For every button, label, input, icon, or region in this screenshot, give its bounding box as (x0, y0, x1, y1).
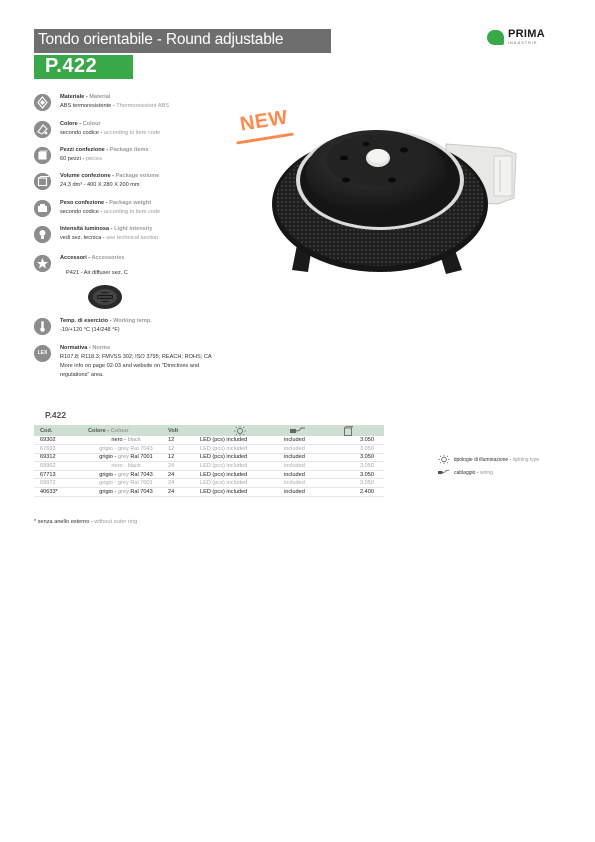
spec-label-en: Package volume (115, 173, 160, 179)
brand-logo-word: PRIMA (508, 28, 545, 40)
colour-icon (34, 121, 51, 138)
row-package: 3.050 (360, 445, 374, 452)
legend-it: cablaggio (454, 470, 476, 476)
row-colour-ral: Ral 7001 (130, 454, 153, 461)
row-colour-it: grigio (99, 471, 113, 478)
spec-value-it: -10/+120 °C (14/248 °F) (60, 327, 120, 333)
package-icon (344, 426, 353, 436)
page-title: Tondo orientabile - Round adjustable (38, 31, 284, 48)
spec-label-it: Colore (60, 121, 78, 127)
header-code: Cod. (40, 427, 53, 434)
product-image (268, 120, 530, 290)
wiring-icon (290, 427, 306, 435)
header-volt: Volt (168, 427, 179, 434)
spec-value-en: according to item code (103, 209, 161, 215)
spec-label-en: Material (89, 94, 111, 100)
spec-label-it: Intensità luminosa (60, 226, 110, 232)
row-colour-en: grey (117, 445, 129, 452)
row-volt: 12 (168, 445, 175, 452)
row-lighting: LED (pcs) included (200, 437, 248, 444)
row-colour-en: black (127, 463, 141, 470)
spec-label-en: Norms (92, 345, 111, 351)
row-lighting: LED (pcs) included (200, 480, 248, 487)
table-row (34, 470, 384, 479)
row-colour-it: grigio (99, 488, 113, 495)
row-volt: 12 (168, 454, 175, 461)
lighting-type-icon (234, 426, 246, 436)
row-colour: nero - black (111, 437, 141, 444)
legend-en: lighting type (512, 457, 540, 463)
row-volt: 12 (168, 437, 175, 444)
spec-value-en: Thermoresistent ABS (116, 103, 170, 109)
row-colour-en: grey (117, 488, 129, 495)
row-colour: grigio - grey Ral 7043 (99, 445, 153, 452)
thermometer-icon (34, 318, 51, 335)
row-code: 67693 (40, 445, 56, 452)
spec-value-it: secondo codice (60, 209, 99, 215)
row-volt: 24 (168, 480, 175, 487)
spec-label-it: Accessori (60, 255, 87, 261)
product-code: P.422 (45, 55, 98, 77)
wiring-icon (438, 468, 450, 477)
row-package: 3.050 (360, 480, 374, 487)
table-row (34, 453, 384, 462)
table-row (34, 488, 384, 497)
table-title: P.422 (45, 410, 67, 420)
material-icon (34, 94, 51, 111)
spec-value-it: ABS termoresistente (60, 103, 112, 109)
spec-label-it: Volume confezione (60, 173, 111, 179)
row-code: 40633* (40, 488, 58, 495)
row-colour-it: grigio (99, 445, 113, 452)
row-lighting: LED (pcs) included (200, 488, 248, 495)
row-code: 69962 (40, 463, 56, 470)
spec-label-it: Temp. di esercizio (60, 318, 109, 324)
row-lighting: LED (pcs) included (200, 471, 248, 478)
spec-value-it: R107.8; R118.3; FMVSS 302; ISO 3795; REACH; ROHS; CA (60, 354, 212, 360)
weight-icon (34, 200, 51, 217)
spec-label-en: Colour (82, 121, 101, 127)
row-lighting: LED (pcs) included (200, 445, 248, 452)
row-colour-it: nero (111, 463, 123, 470)
volume-icon (34, 173, 51, 190)
row-package: 3.050 (360, 454, 374, 461)
brand-logo (487, 28, 565, 48)
spec-value-it: 60 pezzi (60, 156, 81, 162)
row-code: 69972 (40, 480, 56, 487)
table-row (34, 445, 384, 454)
table-row (34, 479, 384, 488)
spec-value-en: see technical section (106, 235, 159, 241)
row-colour: grigio - grey Ral 7001 (99, 480, 153, 487)
row-colour: grigio - grey Ral 7043 (99, 471, 153, 478)
header-colour-en: Colour (110, 427, 129, 434)
codes-table (34, 425, 384, 497)
row-lighting: LED (pcs) included (200, 463, 248, 470)
header-wiring (282, 425, 342, 436)
legend-it: tipologie di illuminazione (454, 457, 509, 463)
row-colour-en: grey (117, 480, 129, 487)
header-colour: Colore - Colour (88, 427, 129, 434)
row-wiring: included (284, 463, 305, 470)
row-colour-it: nero (111, 437, 123, 444)
footnote-en: without outer ring (94, 519, 138, 525)
footnote-it: * senza anello esterno (34, 519, 90, 525)
footnote: * senza anello esterno - without outer ring (34, 519, 138, 525)
spec-value-it: vedi sez. tecnica (60, 235, 102, 241)
row-colour-en: black (127, 437, 141, 444)
package-icon (34, 147, 51, 164)
row-package: 2.400 (360, 488, 374, 495)
row-colour-en: grey (117, 471, 129, 478)
legend-en: wiring (479, 470, 493, 476)
spec-value-it: 24,3 dm³ - 400 X 280 X 200 mm (60, 182, 140, 188)
accessories-icon (34, 255, 51, 272)
row-volt: 24 (168, 488, 175, 495)
row-code: 67713 (40, 471, 56, 478)
row-colour: grigio - grey Ral 7043 (99, 488, 153, 495)
row-colour-ral: Ral 7043 (130, 471, 153, 478)
spec-label-it: Pezzi confezione (60, 147, 105, 153)
lighting-type-icon (438, 455, 450, 464)
spec-label-it: Normativa (60, 345, 88, 351)
row-wiring: included (284, 488, 305, 495)
row-lighting: LED (pcs) included (200, 454, 248, 461)
header-colour-it: Colore (88, 427, 106, 434)
row-wiring: included (284, 437, 305, 444)
spec-label-en: Light intensity (114, 226, 153, 232)
table-header-row (34, 425, 384, 436)
row-colour-en: grey (117, 454, 129, 461)
light-intensity-icon (34, 226, 51, 243)
row-colour-it: grigio (99, 480, 113, 487)
row-wiring: included (284, 480, 305, 487)
spec-value-en: according to item code (103, 130, 161, 136)
row-colour: grigio - grey Ral 7001 (99, 454, 153, 461)
row-package: 3.050 (360, 471, 374, 478)
spec-value-it: secondo codice (60, 130, 99, 136)
row-package: 3.050 (360, 437, 374, 444)
spec-label-en: Package items (109, 147, 149, 153)
header-package (342, 425, 384, 436)
spec-value-line2: More info on page 02-03 and website on "Directives and (60, 363, 200, 369)
lex-icon: LEX (34, 345, 51, 362)
row-colour: nero - black (111, 463, 141, 470)
spec-value-line3: regulations" area. (60, 372, 104, 378)
accessory-item: P421 - Air diffuser sez. C (66, 270, 128, 276)
row-volt: 24 (168, 471, 175, 478)
row-wiring: included (284, 445, 305, 452)
header-lighting (198, 425, 282, 436)
row-colour-it: grigio (99, 454, 113, 461)
row-package: 3.050 (360, 463, 374, 470)
row-colour-ral: Ral 7043 (130, 488, 153, 495)
row-colour-ral: Ral 7043 (130, 445, 153, 452)
spec-label-en: Working temp. (113, 318, 152, 324)
accessory-image (87, 283, 123, 311)
brand-logo-subtitle: INDUSTRIE (508, 41, 538, 45)
spec-value-en: pieces (85, 156, 102, 162)
row-code: 69302 (40, 437, 56, 444)
row-colour-ral: Ral 7001 (130, 480, 153, 487)
spec-label-it: Peso confezione (60, 200, 105, 206)
row-code: 69312 (40, 454, 56, 461)
new-badge: NEW (238, 106, 290, 136)
spec-label-it: Materiale (60, 94, 85, 100)
row-volt: 24 (168, 463, 175, 470)
table-row (34, 436, 384, 445)
table-row (34, 462, 384, 471)
spec-label-en: Accessories (91, 255, 125, 261)
brand-logo-mark (487, 30, 504, 45)
row-wiring: included (284, 454, 305, 461)
spec-label-en: Package weight (109, 200, 152, 206)
row-wiring: included (284, 471, 305, 478)
